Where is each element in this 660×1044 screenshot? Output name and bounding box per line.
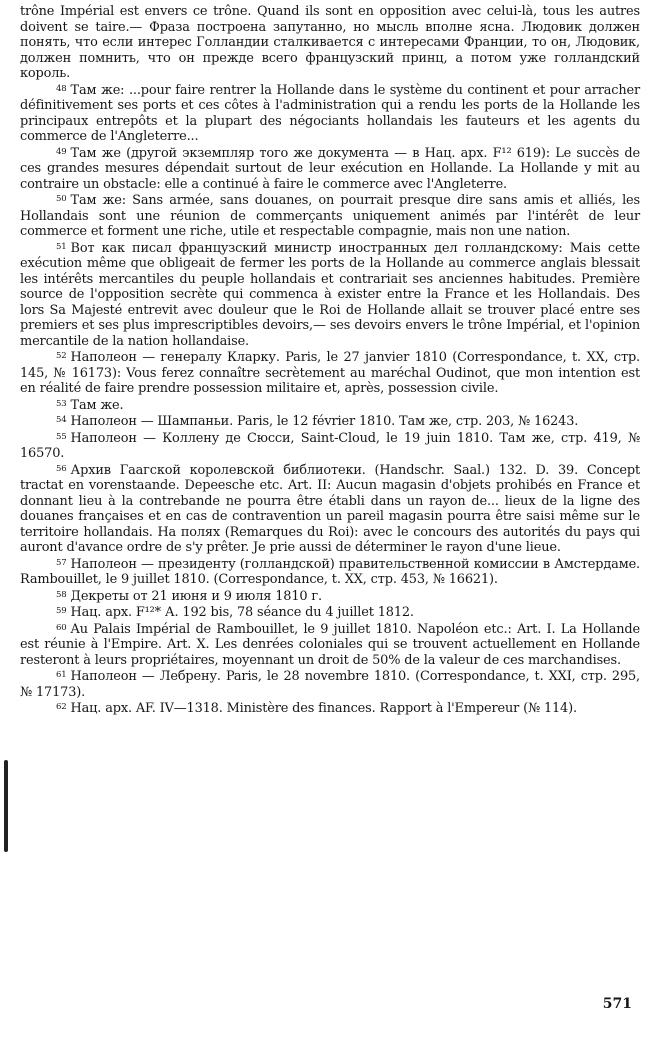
footnote-54: $^{54}$ Наполеон — Шампаньи. Paris, le 12 février 1810. Там же, стр. 203, № 16243. [56, 414, 579, 429]
footnote-49: $^{49}$ Там же (другой экземпляр того же документа — в Нац. арх. F¹² 619): Le succès de ces grandes mesures dépendait surtout de leur exécution en Hollande. La Hollande y mit au contraire un obstacle: elle a continué à faire le commerce avec l'Angleterre. [20, 145, 640, 192]
page-number: 571 [602, 996, 632, 1012]
footnote-58: $^{58}$ Декреты от 21 июня и 9 июля 1810 г. [56, 588, 322, 604]
footnote-continuation: trône Impérial est envers ce trône. Quand ils sont en opposition avec celui-là, tous les autres doivent se taire.— Фраза построена запутанно, но мысль вполне ясна. Людовик должен понять, что если интерес Голландии сталкивается с интересами Франции, то он, Людовик, должен помнить, что он прежде всего французский принц, а потом уже голландский король. [20, 4, 640, 81]
footnote-61: $^{61}$ Наполеон — Лебрену. Paris, le 28 novembre 1810. (Correspondance, t. XXI, стр. 295, № 17173). [20, 669, 640, 700]
footnote-48: $^{48}$ Там же: ...pour faire rentrer la Hollande dans le système du continent et pour arracher définitivement ses ports et ces côtes à l'administration qui a rendu les ports de la Hollande les principaux entrepôts et la plupart des négociants hollandais les fauteurs et les agents du commerce de l'Angleterre... [20, 82, 640, 144]
footnote-50: $^{50}$ Там же: Sans armée, sans douanes, on pourrait presque dire sans amis et alliés, les Hollandais sont une réunion de commerçants uniquement animés par l'intérêt de leur commerce et forment une riche, utile et respectable compagnie, mais non une nation. [20, 193, 640, 239]
footnote-55: $^{55}$ Наполеон — Коллену де Сюсси, Saint-Cloud, le 19 juin 1810. Там же, стр. 419, № 16570. [20, 430, 640, 461]
scan-edge-mark [4, 760, 8, 852]
footnote-53: $^{53}$ Там же. [56, 397, 124, 413]
footnote-57: $^{57}$ Наполеон — президенту (голландской) правительственной комиссии в Амстердаме. Rambouillet, le 9 juillet 1810. (Correspondance, t. XX, стр. 453, № 16621). [20, 556, 640, 587]
footnote-52: $^{52}$ Наполеон — генералу Кларку. Paris, le 27 janvier 1810 (Correspondance, t. XX, стр. 145, № 16173): Vous ferez connaître secrètement au maréchal Oudinot, que mon intention est en réalité de faire prendre possession militaire et, après, possession civile. [20, 350, 640, 396]
footnote-56: $^{56}$ Архив Гаагской королевской библиотеки. (Handschr. Saal.) 132. D. 39. Concept tractat en vorenstaande. Depeesche etc. Art. II: Aucun magasin d'objets prohibés en France et donnant lieu à la contrebande ne pourra être établi dans un rayon de... lieux de la ligne des douanes françaises et en cas de contravention un pareil magasin pourra être saisi même sur le territoire hollandais. На полях (Remarques du Roi): avec le concours des autorités du pays qui auront d'avance ordre de s'y prêter. Je prie aussi de déterminer le rayon d'une lieue. [20, 462, 640, 555]
footnote-60: $^{60}$ Au Palais Impérial de Rambouillet, le 9 juillet 1810. Napoléon etc.: Art. I. La Hollande est réunie à l'Empire. Art. X. Les denrées coloniales qui se trouvent actuellement en Hollande resteront à leurs propriétaires, moyennant un droit de 50% de la valeur de ces marchandises. [20, 621, 640, 668]
footnote-62: $^{62}$ Нац. арх. AF. IV—1318. Ministère des finances. Rapport à l'Empereur (№ 114). [56, 701, 577, 716]
footnote-59: $^{59}$ Нац. арх. F¹²* А. 192 bis, 78 séance du 4 juillet 1812. [56, 605, 414, 620]
footnotes-page [20, 4, 640, 717]
footnote-51: $^{51}$ Вот как писал французский министр иностранных дел голландскому: Mais cette exécution même que obligeait de fermer les ports de la Hollande au commerce anglais blessait les intérêts mercantiles du peuple hollandais et contrariait ses anciennes habitudes. Première source de l'opposition secrète qui commenca à exister entre la France et les Hollandais. Des lors Sa Majesté entrevit avec douleur que le Roi de Hollande allait se trouver placé entre ses premiers et ses plus imprescriptibles devoirs,— ses devoirs envers le trône Impérial, et l'opinion mercantile de la nation hollandaise. [20, 240, 640, 349]
